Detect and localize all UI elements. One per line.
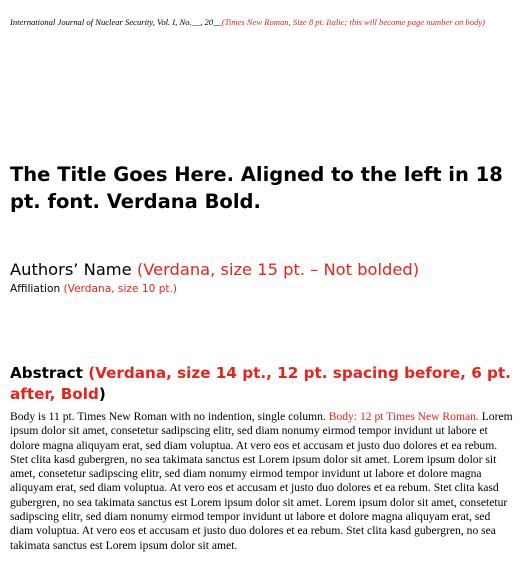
page-title: The Title Goes Here. Aligned to the left in 18 pt. font. Verdana Bold. [10,163,503,213]
abstract-open-paren: ( [88,364,96,382]
abstract-format-note: Verdana, size 14 pt., 12 pt. spacing before, 6 pt. after, Bold [10,364,511,403]
body-lorem: Lorem ipsum dolor sit amet, consetetur sadipscing elitr, sed diam nonumy eirmod tempor invidunt ut labore et dolore magna aliquyam erat, sed diam voluptua. At vero eos et accusam et justo duo dolores et ea rebum. Stet clita kasd gubergren, no sea takimata sanctus est Lorem ipsum dolor sit amet. Lorem ipsum dolor sit amet, consetetur sadipscing elitr, sed diam nonumy eirmod tempor invidunt ut labore et dolore magna aliquyam erat, sed diam voluptua. At vero eos et accusam et justo duo dolores et ea rebum. Stet clita kasd gubergren, no sea takimata sanctus est Lorem ipsum dolor sit amet. Lorem ipsum dolor sit amet, consetetur sadipscing elitr, sed diam nonumy eirmod tempor invidunt ut labore et dolore magna aliquyam erat, sed diam voluptua. At vero eos et accusam et justo duo dolores et ea rebum. Stet clita kasd gubergren, no sea takimata sanctus est Lorem ipsum dolor sit amet. [10,410,513,552]
body-format-note: Body: 12 pt Times New Roman. [328,410,479,423]
body-intro: Body is 11 pt. Times New Roman with no indention, single column. [10,410,329,423]
affiliation-line [10,282,513,296]
affiliation-format-note: (Verdana, size 10 pt.) [63,283,178,295]
journal-citation: International Journal of Nuclear Security, Vol. I, No.__, 20__ [10,17,222,27]
authors-name: Authors’ Name [10,260,137,279]
abstract-close-paren: ) [98,385,106,403]
journal-format-note: (Times New Roman, Size 8 pt. Italic; this will become page number on body) [221,17,486,27]
abstract-body [10,410,513,553]
journal-header [10,17,510,28]
authors-format-note: (Verdana, size 15 pt. – Not bolded) [136,260,420,279]
abstract-heading [10,363,513,405]
authors-line [10,260,513,280]
affiliation-label: Affiliation [10,283,64,295]
abstract-label: Abstract [10,364,89,382]
